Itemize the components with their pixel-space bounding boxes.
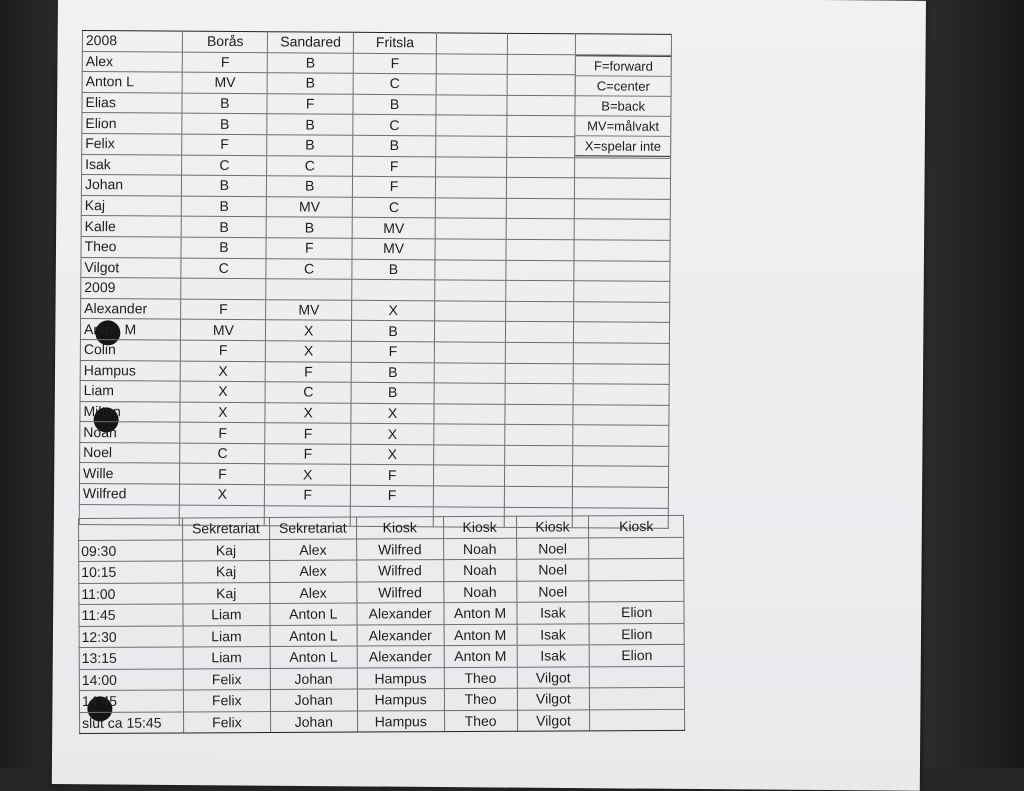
- empty-cell: [575, 199, 671, 220]
- position-cell: F: [353, 156, 436, 177]
- duty-assignee: Alexander: [357, 624, 444, 646]
- desk-background-right: [924, 0, 1024, 768]
- position-cell: X: [266, 320, 352, 341]
- duty-assignee: [589, 580, 684, 602]
- empty-cell: [575, 157, 671, 178]
- time-slot: 11:00: [79, 582, 183, 604]
- position-cell: X: [351, 444, 434, 465]
- position-cell: X: [265, 402, 351, 423]
- duty-header: Sekretariat: [269, 517, 356, 539]
- player-name: Colin: [80, 339, 180, 360]
- position-cell: C: [267, 155, 353, 176]
- duty-assignee: Alexander: [357, 646, 444, 668]
- legend-entry: C=center: [576, 76, 671, 97]
- empty-cell: [574, 240, 670, 261]
- position-cell: F: [183, 52, 268, 73]
- empty-cell: [507, 95, 576, 116]
- empty-cell: [434, 362, 505, 383]
- empty-cell: [574, 301, 670, 322]
- time-slot: 14:00: [79, 668, 183, 690]
- position-cell: B: [182, 93, 267, 114]
- empty-cell: [505, 425, 574, 446]
- duty-assignee: Johan: [270, 689, 357, 711]
- duty-assignee: Wilfred: [356, 560, 443, 582]
- empty-cell: [79, 518, 183, 540]
- empty-cell: [435, 321, 506, 342]
- duty-assignee: Liam: [183, 646, 270, 668]
- empty-cell: [573, 425, 669, 446]
- position-cell: MV: [267, 196, 353, 217]
- empty-cell: [575, 178, 671, 199]
- empty-cell: [436, 156, 507, 177]
- duty-assignee: Felix: [183, 711, 270, 733]
- player-name: Kaj: [81, 195, 181, 216]
- time-slot: 12:30: [79, 625, 183, 647]
- empty-cell: [507, 116, 576, 137]
- duty-assignee: Felix: [183, 668, 270, 690]
- duty-assignee: Anton M: [444, 645, 517, 667]
- schedule-header-row: [79, 515, 684, 540]
- player-name: Alex: [82, 51, 182, 72]
- duty-assignee: [589, 537, 684, 559]
- position-cell: X: [351, 403, 434, 424]
- empty-cell: [436, 53, 507, 74]
- empty-cell: [506, 239, 575, 260]
- legend-entry: F=forward: [576, 56, 671, 77]
- position-cell: C: [265, 382, 351, 403]
- duty-assignee: Liam: [183, 603, 270, 625]
- position-cell: B: [351, 362, 434, 383]
- duty-assignee: Alex: [270, 560, 357, 582]
- position-cell: C: [181, 258, 266, 279]
- player-name: Anton M: [80, 319, 180, 340]
- position-cell: F: [267, 94, 353, 115]
- position-cell: X: [180, 484, 265, 505]
- empty-cell: [573, 466, 669, 487]
- duty-assignee: Noah: [443, 581, 516, 603]
- duty-assignee: [590, 687, 685, 709]
- empty-cell: [505, 280, 574, 301]
- empty-cell: [576, 34, 672, 55]
- position-legend: [575, 55, 671, 157]
- position-cell: F: [181, 340, 266, 361]
- duty-assignee: Kaj: [182, 539, 269, 561]
- position-cell: C: [353, 115, 436, 136]
- position-cell: F: [266, 238, 352, 259]
- empty-cell: [434, 445, 505, 466]
- position-cell: B: [267, 114, 353, 135]
- legend-entry: B=back: [576, 96, 671, 117]
- player-name: Isak: [82, 154, 182, 175]
- duty-assignee: Noel: [516, 559, 589, 581]
- player-name: Elias: [82, 92, 182, 113]
- empty-cell: [266, 279, 352, 300]
- position-cell: B: [182, 114, 267, 135]
- duty-assignee: Liam: [183, 625, 270, 647]
- duty-assignee: Theo: [444, 688, 517, 710]
- empty-cell: [435, 280, 506, 301]
- player-name: Wille: [79, 463, 179, 484]
- player-name: Noel: [80, 442, 180, 463]
- position-cell: B: [182, 175, 267, 196]
- position-cell: X: [180, 381, 265, 402]
- duty-assignee: Vilgot: [517, 709, 590, 731]
- year-label: 2008: [82, 31, 182, 52]
- position-cell: F: [181, 299, 266, 320]
- time-slot: slut ca 15:45: [80, 711, 184, 733]
- duty-schedule-table: [78, 515, 685, 734]
- empty-cell: [573, 384, 669, 405]
- schedule-row: [79, 644, 684, 669]
- schedule-row: [79, 601, 684, 626]
- empty-cell: [505, 301, 574, 322]
- duty-assignee: Elion: [589, 601, 684, 623]
- position-cell: B: [351, 382, 434, 403]
- time-slot: 09:30: [79, 539, 183, 561]
- time-slot: 14:45: [79, 690, 183, 712]
- empty-cell: [434, 342, 505, 363]
- empty-cell: [574, 281, 670, 302]
- empty-cell: [505, 383, 574, 404]
- empty-cell: [436, 136, 507, 157]
- empty-cell: [436, 95, 507, 116]
- position-cell: MV: [182, 72, 267, 93]
- player-name: Anton L: [82, 72, 182, 93]
- position-cell: B: [353, 135, 436, 156]
- empty-cell: [436, 74, 507, 95]
- duty-assignee: Noah: [443, 559, 516, 581]
- duty-assignee: Vilgot: [517, 688, 590, 710]
- player-name: Milton: [80, 401, 180, 422]
- position-cell: F: [266, 361, 352, 382]
- empty-cell: [507, 33, 576, 54]
- empty-cell: [506, 260, 575, 281]
- duty-header: Kiosk: [356, 517, 443, 539]
- duty-assignee: [589, 558, 684, 580]
- empty-cell: [434, 404, 505, 425]
- empty-cell: [435, 301, 506, 322]
- duty-assignee: Kaj: [183, 582, 270, 604]
- duty-assignee: Anton L: [270, 625, 357, 647]
- duty-assignee: Alex: [270, 582, 357, 604]
- duty-header: Kiosk: [516, 516, 589, 538]
- empty-cell: [506, 177, 575, 198]
- duty-schedule-wrapper: [78, 515, 685, 734]
- position-cell: MV: [266, 299, 352, 320]
- player-name: Noah: [80, 422, 180, 443]
- player-name: Theo: [81, 236, 181, 257]
- schedule-row: [79, 558, 684, 583]
- player-name: Wilfred: [79, 484, 179, 505]
- empty-cell: [504, 466, 573, 487]
- position-cell: X: [351, 424, 434, 445]
- duty-assignee: Isak: [517, 623, 590, 645]
- schedule-row: [79, 623, 684, 648]
- empty-cell: [573, 404, 669, 425]
- duty-assignee: Noel: [516, 580, 589, 602]
- position-cell: C: [180, 443, 265, 464]
- schedule-row: [79, 537, 684, 562]
- duty-assignee: Anton M: [444, 602, 517, 624]
- position-cell: C: [352, 197, 435, 218]
- empty-cell: [434, 383, 505, 404]
- player-name: Liam: [80, 381, 180, 402]
- position-cell: F: [352, 176, 435, 197]
- legend-entry: MV=målvakt: [576, 116, 671, 137]
- lineup-table: [79, 30, 672, 529]
- duty-header: Kiosk: [589, 515, 684, 537]
- position-cell: MV: [352, 238, 435, 259]
- duty-assignee: Elion: [589, 623, 684, 645]
- position-cell: F: [182, 134, 267, 155]
- empty-cell: [574, 260, 670, 281]
- lineup-table-wrapper: [79, 30, 672, 529]
- position-cell: C: [182, 155, 267, 176]
- schedule-row: [80, 709, 685, 734]
- empty-cell: [505, 342, 574, 363]
- empty-cell: [573, 487, 669, 508]
- position-cell: B: [351, 321, 434, 342]
- position-cell: B: [267, 176, 353, 197]
- player-name: Vilgot: [81, 257, 181, 278]
- player-name: Johan: [81, 175, 181, 196]
- empty-cell: [506, 219, 575, 240]
- position-cell: B: [268, 52, 354, 73]
- player-name: Hampus: [80, 360, 180, 381]
- empty-cell: [574, 219, 670, 240]
- time-slot: 11:45: [79, 604, 183, 626]
- empty-cell: [434, 486, 505, 507]
- empty-cell: [574, 363, 670, 384]
- position-cell: F: [265, 444, 351, 465]
- empty-cell: [574, 343, 670, 364]
- duty-assignee: [590, 666, 685, 688]
- duty-header: Sekretariat: [182, 517, 269, 539]
- duty-assignee: Hampus: [357, 689, 444, 711]
- duty-assignee: Wilfred: [356, 538, 443, 560]
- empty-cell: [435, 218, 506, 239]
- position-cell: F: [265, 485, 351, 506]
- position-cell: X: [266, 341, 352, 362]
- schedule-row: [79, 666, 684, 691]
- player-name: Elion: [82, 113, 182, 134]
- position-cell: X: [352, 300, 435, 321]
- position-cell: B: [267, 135, 353, 156]
- duty-assignee: Kaj: [183, 560, 270, 582]
- empty-cell: [507, 54, 576, 75]
- duty-assignee: [590, 709, 685, 731]
- duty-assignee: Johan: [270, 668, 357, 690]
- duty-assignee: Hampus: [357, 710, 444, 732]
- time-slot: 10:15: [79, 561, 183, 583]
- empty-cell: [434, 424, 505, 445]
- venue-header: Borås: [183, 31, 268, 52]
- empty-cell: [352, 279, 435, 300]
- duty-assignee: Theo: [444, 667, 517, 689]
- duty-assignee: Theo: [444, 710, 517, 732]
- position-cell: B: [182, 196, 267, 217]
- duty-assignee: Anton L: [270, 603, 357, 625]
- position-cell: F: [180, 422, 265, 443]
- year-label: 2009: [81, 278, 181, 299]
- empty-cell: [506, 198, 575, 219]
- legend-box: [575, 54, 671, 158]
- position-cell: B: [352, 259, 435, 280]
- position-cell: F: [351, 341, 434, 362]
- empty-cell: [436, 115, 507, 136]
- duty-assignee: Alexander: [357, 603, 444, 625]
- position-cell: B: [181, 217, 266, 238]
- time-slot: 13:15: [79, 647, 183, 669]
- duty-assignee: Isak: [517, 645, 590, 667]
- position-cell: B: [181, 237, 266, 258]
- empty-cell: [434, 465, 505, 486]
- duty-assignee: Hampus: [357, 667, 444, 689]
- position-cell: F: [351, 465, 434, 486]
- duty-assignee: Anton M: [444, 624, 517, 646]
- venue-header: Sandared: [268, 32, 354, 53]
- duty-assignee: Wilfred: [357, 581, 444, 603]
- schedule-row: [79, 580, 684, 605]
- legend-entry: X=spelar inte: [584, 137, 662, 154]
- empty-cell: [504, 445, 573, 466]
- position-cell: X: [180, 361, 265, 382]
- position-cell: B: [267, 217, 353, 238]
- duty-assignee: Vilgot: [517, 666, 590, 688]
- position-cell: B: [353, 94, 436, 115]
- player-name: Felix: [82, 133, 182, 154]
- position-cell: C: [353, 73, 436, 94]
- position-cell: F: [353, 53, 436, 74]
- position-cell: B: [267, 73, 353, 94]
- duty-header: Kiosk: [443, 516, 516, 538]
- empty-cell: [573, 446, 669, 467]
- position-cell: X: [265, 464, 351, 485]
- position-cell: MV: [181, 319, 266, 340]
- venue-header: Fritsla: [353, 32, 436, 53]
- empty-cell: [435, 239, 506, 260]
- player-name: Kalle: [81, 216, 181, 237]
- schedule-row: [79, 687, 684, 712]
- duty-assignee: Noah: [443, 538, 516, 560]
- empty-cell: [506, 136, 575, 157]
- empty-cell: [574, 322, 670, 343]
- empty-cell: [437, 33, 508, 54]
- empty-cell: [507, 75, 576, 96]
- empty-cell: [506, 157, 575, 178]
- duty-assignee: Alex: [269, 539, 356, 561]
- position-cell: C: [266, 258, 352, 279]
- duty-assignee: Johan: [270, 711, 357, 733]
- position-cell: MV: [352, 218, 435, 239]
- position-cell: F: [350, 485, 433, 506]
- duty-assignee: Isak: [516, 602, 589, 624]
- empty-cell: [505, 322, 574, 343]
- position-cell: X: [180, 402, 265, 423]
- duty-assignee: Noel: [516, 537, 589, 559]
- empty-cell: [435, 198, 506, 219]
- empty-cell: [435, 259, 506, 280]
- empty-cell: [181, 278, 266, 299]
- empty-cell: [436, 177, 507, 198]
- empty-cell: [505, 404, 574, 425]
- empty-cell: [505, 363, 574, 384]
- duty-assignee: Felix: [183, 689, 270, 711]
- duty-assignee: Anton L: [270, 646, 357, 668]
- position-cell: F: [180, 464, 265, 485]
- position-cell: F: [265, 423, 351, 444]
- duty-assignee: Elion: [589, 644, 684, 666]
- empty-cell: [504, 486, 573, 507]
- player-name: Alexander: [81, 298, 181, 319]
